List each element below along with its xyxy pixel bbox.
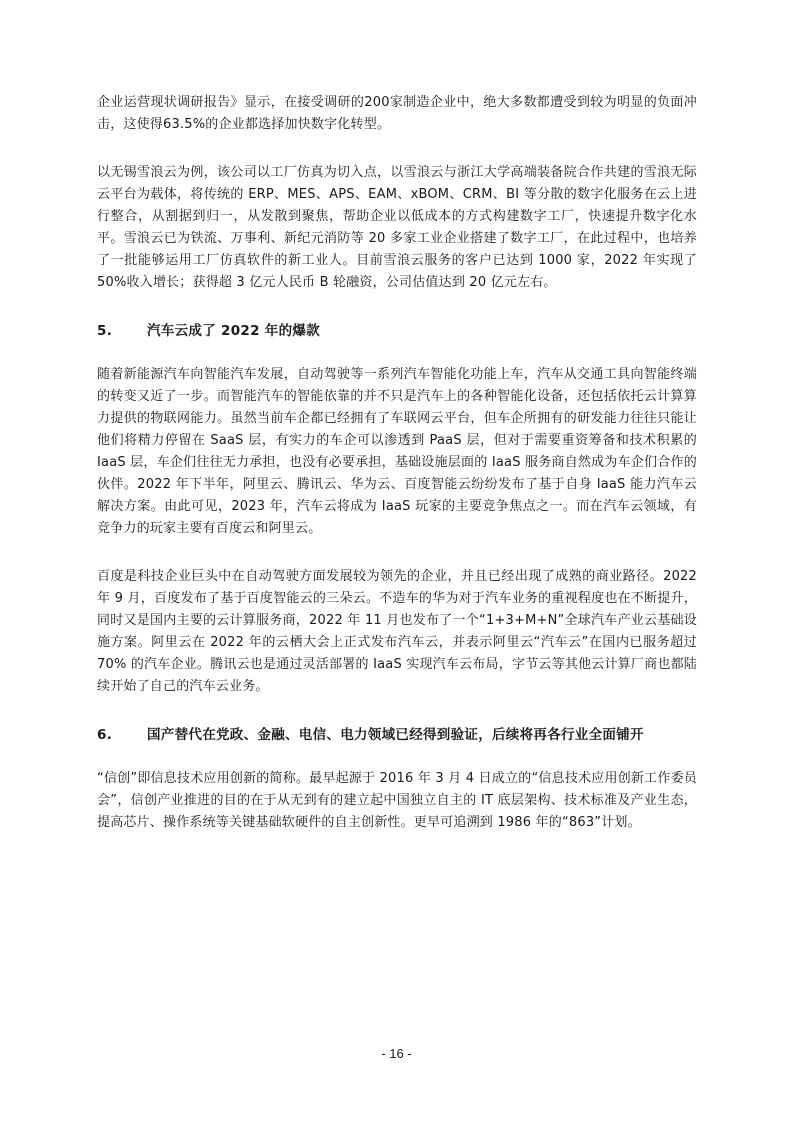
section-title: 汽车云成了 2022 年的爆款 — [147, 323, 320, 339]
section-number: 6. — [97, 727, 113, 743]
paragraph-xinchuang: “信创”即信息技术应用创新的简称。最早起源于 2016 年 3 月 4 日成立的“信息技术应用创新工作委员会”，信创产业推进的目的在于从无到有的建立起中国独立自主的 IT 底层架构、技术标准及产业生态，提高芯片、操作系统等关键基础软硬件的自主创新性。更早可追溯到 1986 年的“863”计划。 — [97, 771, 697, 830]
section-heading-6 — [97, 724, 697, 746]
page-number: - 16 - — [381, 1046, 412, 1061]
paragraph-xuelang-cloud: 以无锡雪浪云为例，该公司以工厂仿真为切入点，以雪浪云与浙江大学高端装备院合作共建的雪浪无际云平台为载体，将传统的 ERP、MES、APS、EAM、xBOM、CRM、BI 等分散的数字化服务在云上进行整合，从割据到归一，从发散到聚焦，帮助企业以低成本的方式构建数字工厂，快速提升数字化水平。雪浪云已为铁流、万事利、新纪元消防等 20 多家工业企业搭建了数字工厂，在此过程中，也培养了一批能够运用工厂仿真软件的新工业人。目前雪浪云服务的客户已达到 1000 家，2022 年实现了 50%收入增长；获得超 3 亿元人民币 B 轮融资，公司估值达到 20 亿元左右。 — [97, 165, 697, 290]
section-title: 国产替代在党政、金融、电信、电力领域已经得到验证，后续将再各行业全面铺开 — [147, 727, 644, 743]
document-body — [97, 92, 697, 860]
paragraph-baidu-huawei: 百度是科技企业巨头中在自动驾驶方面发展较为领先的企业，并且已经出现了成熟的商业路径。2022 年 9 月，百度发布了基于百度智能云的三朵云。不造车的华为对于汽车业务的重视程度也在不断提升，同时又是国内主要的云计算服务商，2022 年 11 月也发布了一个“1+3+M+N”全球汽车产业云基础设施方案。阿里云在 2022 年的云栖大会上正式发布汽车云，并表示阿里云“汽车云”在国内已服务超过 70% 的汽车企业。腾讯云也是通过灵活部署的 IaaS 实现汽车云布局，字节云等其他云计算厂商也都陆续开始了自己的汽车云业务。 — [97, 569, 697, 694]
section-number: 5. — [97, 323, 113, 339]
paragraph-survey-report: 企业运营现状调研报告》显示，在接受调研的200家制造企业中，绝大多数都遭受到较为明显的负面冲击，这使得63.5%的企业都选择加快数字化转型。 — [97, 95, 697, 132]
section-heading-5 — [97, 320, 697, 342]
paragraph-auto-cloud: 随着新能源汽车向智能汽车发展，自动驾驶等一系列汽车智能化功能上车，汽车从交通工具向智能终端的转变又近了一步。而智能汽车的智能依靠的并不只是汽车上的各种智能化设备，还包括依托云计算算力提供的物联网能力。虽然当前车企都已经拥有了车联网云平台，但车企所拥有的研发能力往往只能让他们将精力停留在 SaaS 层，有实力的车企可以渗透到 PaaS 层，但对于需要重资筹备和技术积累的 IaaS 层，车企们往往无力承担，也没有必要承担，基础设施层面的 IaaS 服务商自然成为车企们合作的伙伴。2022 年下半年，阿里云、腾讯云、华为云、百度智能云纷纷发布了基于自身 IaaS 能力汽车云解决方案。由此可见，2023 年，汽车云将成为 IaaS 玩家的主要竞争焦点之一。而在汽车云领域，有竞争力的玩家主要有百度云和阿里云。 — [97, 367, 697, 536]
